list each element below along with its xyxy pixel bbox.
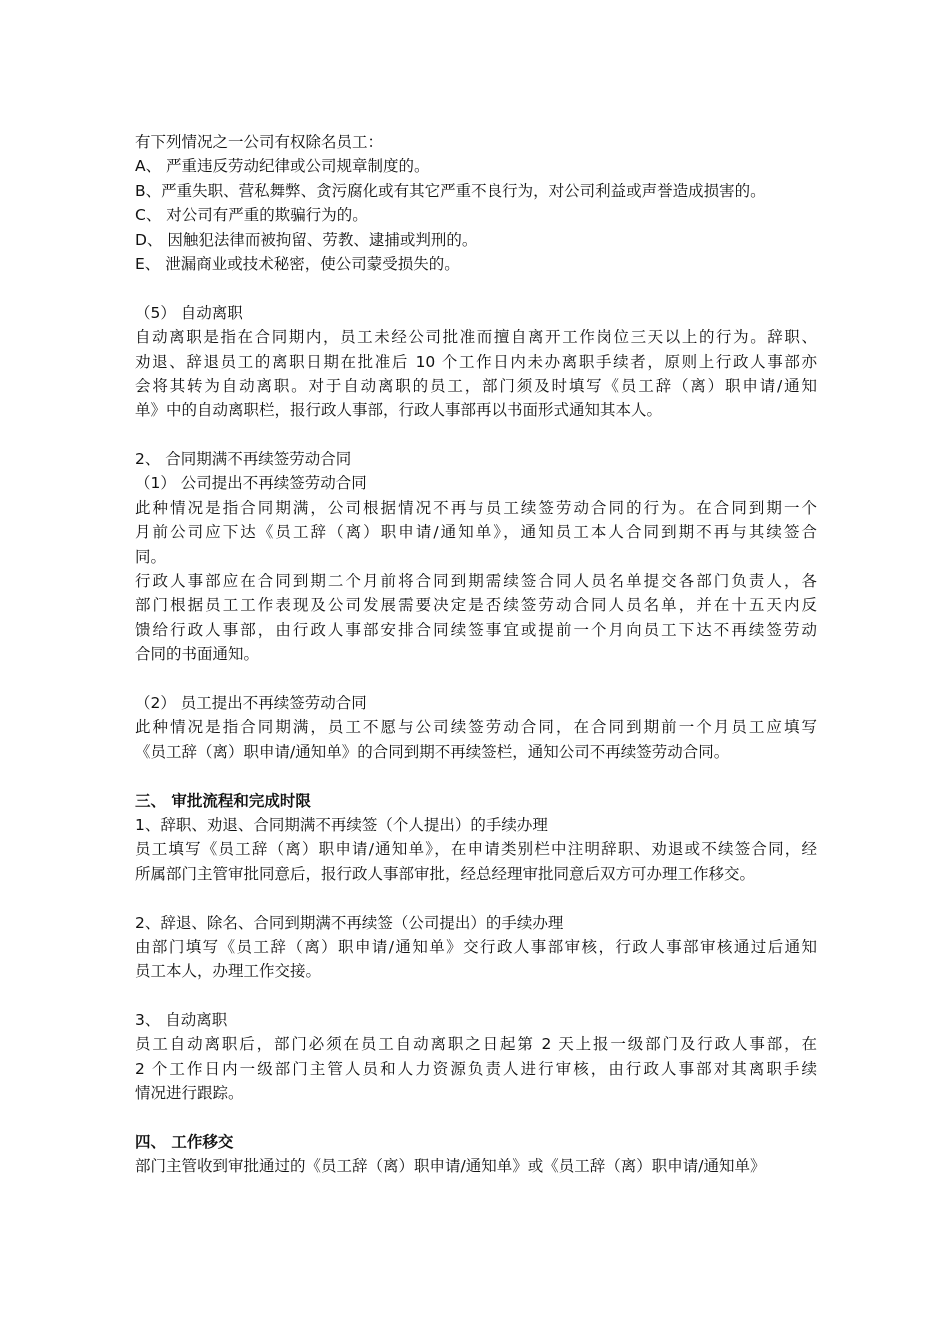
contract-expiry-title: 2、 合同期满不再续签劳动合同 [135, 450, 352, 469]
employee-nonrenewal-line: 《员工辞（离）职申请/通知单》的合同到期不再续签栏，通知公司不再续签劳动合同。 [135, 742, 730, 761]
spacer [135, 764, 817, 788]
company-nonrenewal-line: 合同的书面通知。 [135, 645, 260, 664]
approval-step2-line: 由部门填写《员工辞（离）职申请/通知单》交行政人事部审核，行政人事部审核通过后通知 [135, 937, 817, 956]
spacer [135, 667, 817, 691]
approval-step3-title: 3、 自动离职 [135, 1011, 228, 1030]
employee-nonrenewal-title: （2） 员工提出不再续签劳动合同 [135, 693, 367, 712]
approval-heading: 三、 审批流程和完成时限 [135, 791, 311, 810]
approval-step1-line: 员工填写《员工辞（离）职申请/通知单》，在申请类别栏中注明辞职、劝退或不续签合同，经 [135, 840, 817, 859]
spacer [135, 1106, 817, 1130]
company-nonrenewal-line: 行政人事部应在合同到期二个月前将合同到期需续签合同人员名单提交各部门负责人，各 [135, 572, 817, 591]
approval-step1-line: 所属部门主管审批同意后，报行政人事部审批，经总经理审批同意后双方可办理工作移交。 [135, 864, 756, 883]
employee-nonrenewal-line: 此种情况是指合同期满，员工不愿与公司续签劳动合同，在合同到期前一个月员工应填写 [135, 718, 817, 737]
auto-leave-line: 会将其转为自动离职。对于自动离职的员工，部门须及时填写《员工辞（离）职申请/通知 [135, 376, 817, 395]
approval-step3-line: 2 个工作日内一级部门主管人员和人力资源负责人进行审核，由行政人事部对其离职手续 [135, 1059, 817, 1078]
company-nonrenewal-line: 同。 [135, 547, 167, 566]
auto-leave-line: 自动离职是指在合同期内，员工未经公司批准而擅自离开工作岗位三天以上的行为。辞职、 [135, 328, 817, 347]
approval-step3-line: 员工自动离职后，部门必须在员工自动离职之日起第 2 天上报一级部门及行政人事部，在 [135, 1035, 817, 1054]
auto-leave-line: 劝退、辞退员工的离职日期在批准后 10 个工作日内未办离职手续者，原则上行政人事部亦 [135, 352, 817, 371]
spacer [135, 886, 817, 910]
handover-heading: 四、 工作移交 [135, 1133, 234, 1152]
company-nonrenewal-line: 月前公司应下达《员工辞（离）职申请/通知单》，通知员工本人合同到期不再与其续签合 [135, 523, 817, 542]
dismissal-item-d: D、 因触犯法律而被拘留、劳教、逮捕或判刑的。 [135, 230, 478, 249]
approval-step2-title: 2、辞退、除名、合同到期满不再续签（公司提出）的手续办理 [135, 913, 564, 932]
spacer [135, 984, 817, 1008]
approval-step3-line: 情况进行跟踪。 [135, 1084, 244, 1103]
document-page [135, 130, 817, 1179]
dismissal-item-c: C、 对公司有严重的欺骗行为的。 [135, 206, 368, 225]
company-nonrenewal-line: 馈给行政人事部，由行政人事部安排合同续签事宜或提前一个月向员工下达不再续签劳动 [135, 620, 817, 639]
dismissal-item-e: E、 泄漏商业或技术秘密，使公司蒙受损失的。 [135, 254, 460, 273]
dismissal-item-a: A、 严重违反劳动纪律或公司规章制度的。 [135, 157, 430, 176]
auto-leave-line: 单》中的自动离职栏，报行政人事部，行政人事部再以书面形式通知其本人。 [135, 401, 663, 420]
spacer [135, 276, 817, 300]
company-nonrenewal-title: （1） 公司提出不再续签劳动合同 [135, 474, 367, 493]
handover-line: 部门主管收到审批通过的《员工辞（离）职申请/通知单》或《员工辞（离）职申请/通知单》 [135, 1157, 766, 1176]
dismissal-item-b: B、严重失职、营私舞弊、贪污腐化或有其它严重不良行为，对公司利益或声誉造成损害的。 [135, 181, 766, 200]
approval-step1-title: 1、辞职、劝退、合同期满不再续签（个人提出）的手续办理 [135, 815, 548, 834]
dismissal-intro: 有下列情况之一公司有权除名员工： [135, 133, 384, 151]
company-nonrenewal-line: 此种情况是指合同期满，公司根据情况不再与员工续签劳动合同的行为。在合同到期一个 [135, 498, 817, 517]
company-nonrenewal-line: 部门根据员工工作表现及公司发展需要决定是否续签劳动合同人员名单，并在十五天内反 [135, 596, 817, 615]
spacer [135, 423, 817, 447]
auto-leave-title: （5） 自动离职 [135, 303, 243, 322]
approval-step2-line: 员工本人，办理工作交接。 [135, 962, 322, 981]
